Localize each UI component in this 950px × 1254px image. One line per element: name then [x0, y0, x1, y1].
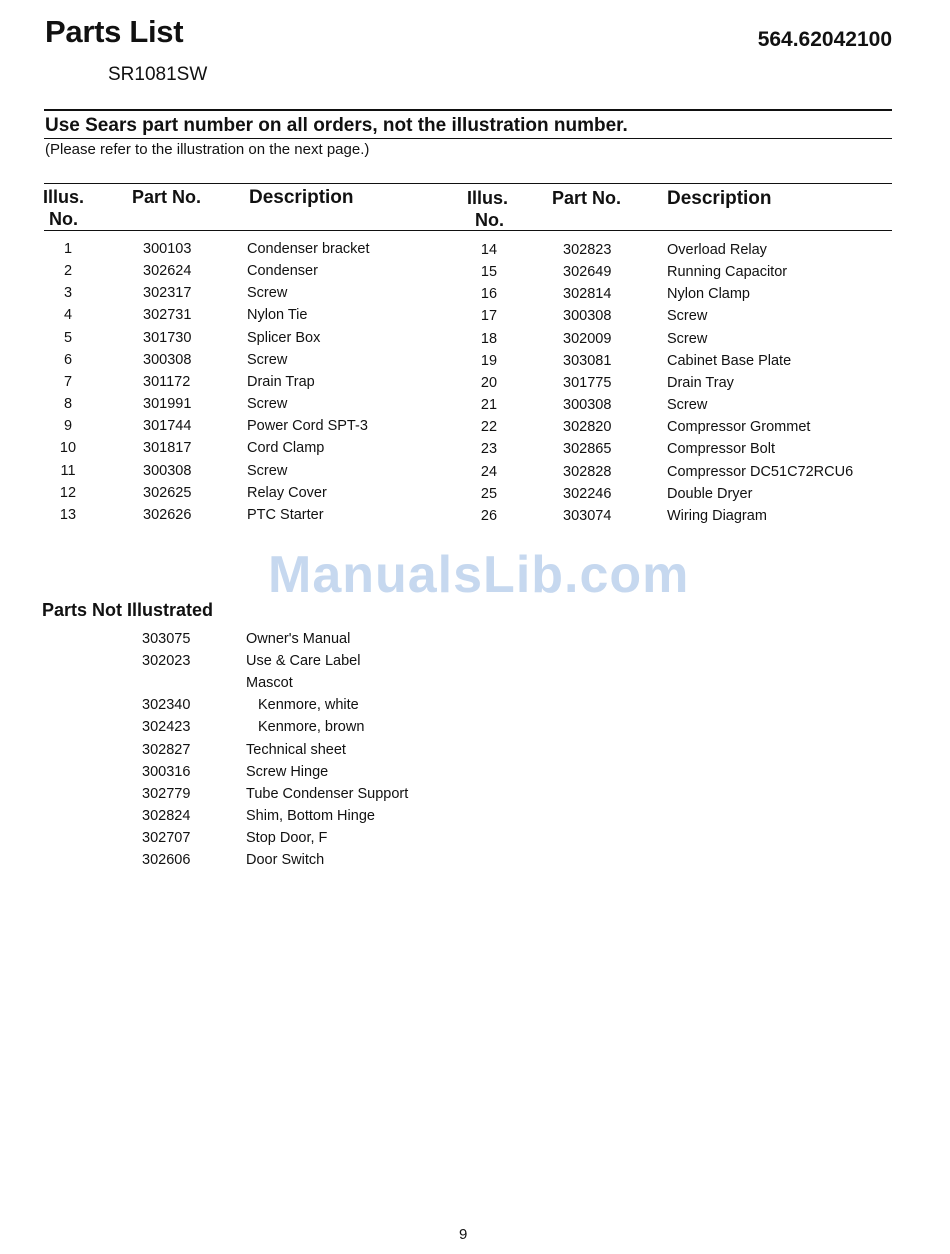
illus-number: 22: [480, 419, 498, 436]
part-number: 301730: [143, 329, 192, 346]
part-number: 300316: [142, 763, 191, 780]
part-description: Overload Relay: [667, 242, 767, 258]
part-number: 302423: [142, 719, 191, 736]
part-description: Tube Condenser Support: [246, 785, 409, 802]
illus-number: 20: [480, 374, 498, 391]
illus-number: 11: [60, 462, 76, 479]
part-number: 302731: [143, 307, 192, 324]
table-top-divider: [44, 183, 892, 184]
illus-number: 9: [63, 418, 73, 435]
order-notice: Use Sears part number on all orders, not the illustration number.: [45, 115, 628, 136]
part-description: Condenser bracket: [247, 241, 370, 257]
part-number: 300308: [143, 462, 192, 479]
part-number: 302626: [143, 506, 192, 523]
part-description: Screw: [667, 308, 708, 325]
illus-number: 10: [59, 440, 77, 457]
illus-number: 12: [59, 484, 77, 501]
part-number: 302317: [143, 285, 192, 302]
illus-number: 26: [480, 507, 498, 524]
illus-number: 14: [480, 242, 498, 258]
notice-divider: [44, 138, 892, 139]
part-number: 302707: [142, 829, 191, 846]
part-description: Owner's Manual: [246, 631, 351, 647]
watermark-text: ManualsLib.com: [268, 546, 690, 604]
part-description: Shim, Bottom Hinge: [246, 807, 375, 824]
part-number: 302625: [143, 484, 192, 501]
illus-number: 4: [63, 307, 73, 324]
part-number: 302824: [142, 807, 191, 824]
part-description: Drain Tray: [667, 374, 734, 391]
part-description: Drain Trap: [247, 373, 315, 390]
illus-number: 15: [480, 264, 498, 281]
part-description: Screw: [667, 397, 708, 414]
part-description: Technical sheet: [246, 741, 346, 758]
part-number: 303081: [563, 352, 612, 369]
part-number: 303075: [142, 631, 191, 647]
part-number: 301744: [143, 418, 192, 435]
part-description: Nylon Tie: [247, 307, 308, 324]
part-description: PTC Starter: [247, 506, 324, 523]
part-number: 302606: [142, 852, 191, 868]
part-number: 301775: [563, 374, 612, 391]
illus-header-right: Illus. No.: [467, 188, 509, 230]
part-description: Screw: [247, 396, 288, 413]
illus-number: 8: [63, 396, 73, 413]
part-description: Wiring Diagram: [667, 507, 767, 524]
illus-number: 23: [480, 441, 498, 458]
part-description: Running Capacitor: [667, 264, 788, 281]
page-number: 9: [459, 1226, 468, 1243]
part-number: 302820: [563, 419, 612, 436]
part-number: 300103: [143, 241, 192, 257]
illus-number: 7: [63, 373, 73, 390]
part-description: Relay Cover: [247, 484, 327, 501]
part-description: Compressor Bolt: [667, 441, 775, 458]
part-description: Door Switch: [246, 852, 325, 868]
part-number: 302827: [142, 741, 191, 758]
part-number: 302865: [563, 441, 612, 458]
part-description: Cord Clamp: [247, 440, 325, 457]
description-header-left: Description: [249, 187, 354, 208]
part-number: 302340: [142, 697, 191, 714]
part-description: Mascot: [246, 675, 293, 692]
part-no-header-left: Part No.: [132, 187, 202, 207]
part-number: 301817: [143, 440, 192, 457]
part-number: 301991: [143, 396, 192, 413]
part-description: Use & Care Label: [246, 653, 361, 670]
part-number: 301172: [143, 373, 191, 390]
refer-note: (Please refer to the illustration on the next page.): [45, 141, 370, 158]
part-number: 302779: [142, 785, 191, 802]
illus-number: 1: [63, 241, 73, 257]
illus-number: 16: [480, 286, 498, 303]
part-description: Splicer Box: [247, 329, 321, 346]
part-no-header-right: Part No.: [552, 188, 622, 208]
part-number: 302023: [142, 653, 191, 670]
part-description: Nylon Clamp: [667, 286, 750, 303]
part-description: Cabinet Base Plate: [667, 352, 792, 369]
part-description: Screw: [247, 351, 288, 368]
page-title: Parts List: [45, 14, 184, 49]
illus-number: 21: [480, 397, 498, 414]
part-number: 302814: [563, 286, 612, 303]
illus-number: 3: [63, 285, 73, 302]
model-number: SR1081SW: [108, 64, 208, 85]
illus-number: 19: [480, 352, 498, 369]
part-number: 302823: [563, 242, 612, 258]
part-number: 302828: [563, 463, 612, 480]
not-illustrated-title: Parts Not Illustrated: [42, 600, 214, 620]
illus-number: 18: [480, 330, 498, 347]
part-description: Kenmore, white: [258, 697, 359, 714]
part-description: Compressor DC51C72RCU6: [667, 463, 854, 480]
illus-number: 17: [480, 308, 498, 325]
part-number: 302009: [563, 330, 612, 347]
part-number: 302246: [563, 485, 612, 502]
part-number: 303074: [563, 507, 612, 524]
illus-header-left: Illus. No.: [43, 187, 85, 229]
part-number: 300308: [563, 308, 612, 325]
illus-number: 13: [59, 506, 77, 523]
document-number: 564.62042100: [757, 28, 892, 51]
top-divider: [44, 109, 892, 111]
illus-number: 25: [480, 485, 498, 502]
part-number: 302649: [563, 264, 612, 281]
part-number: 300308: [143, 351, 192, 368]
part-description: Screw Hinge: [246, 763, 329, 780]
illus-number: 24: [480, 463, 498, 480]
part-description: Screw: [247, 462, 288, 479]
table-header-divider: [44, 230, 892, 231]
part-description: Screw: [247, 285, 288, 302]
part-description: Condenser: [247, 263, 318, 280]
illus-number: 5: [63, 329, 73, 346]
illus-number: 2: [63, 263, 73, 280]
part-number: 300308: [563, 397, 612, 414]
part-description: Screw: [667, 330, 708, 347]
part-description: Stop Door, F: [246, 829, 328, 846]
part-number: 302624: [143, 263, 192, 280]
description-header-right: Description: [667, 188, 772, 209]
part-description: Kenmore, brown: [258, 719, 365, 736]
part-description: Double Dryer: [667, 485, 753, 502]
part-description: Power Cord SPT-3: [247, 418, 368, 435]
illus-number: 6: [63, 351, 73, 368]
part-description: Compressor Grommet: [667, 419, 811, 436]
